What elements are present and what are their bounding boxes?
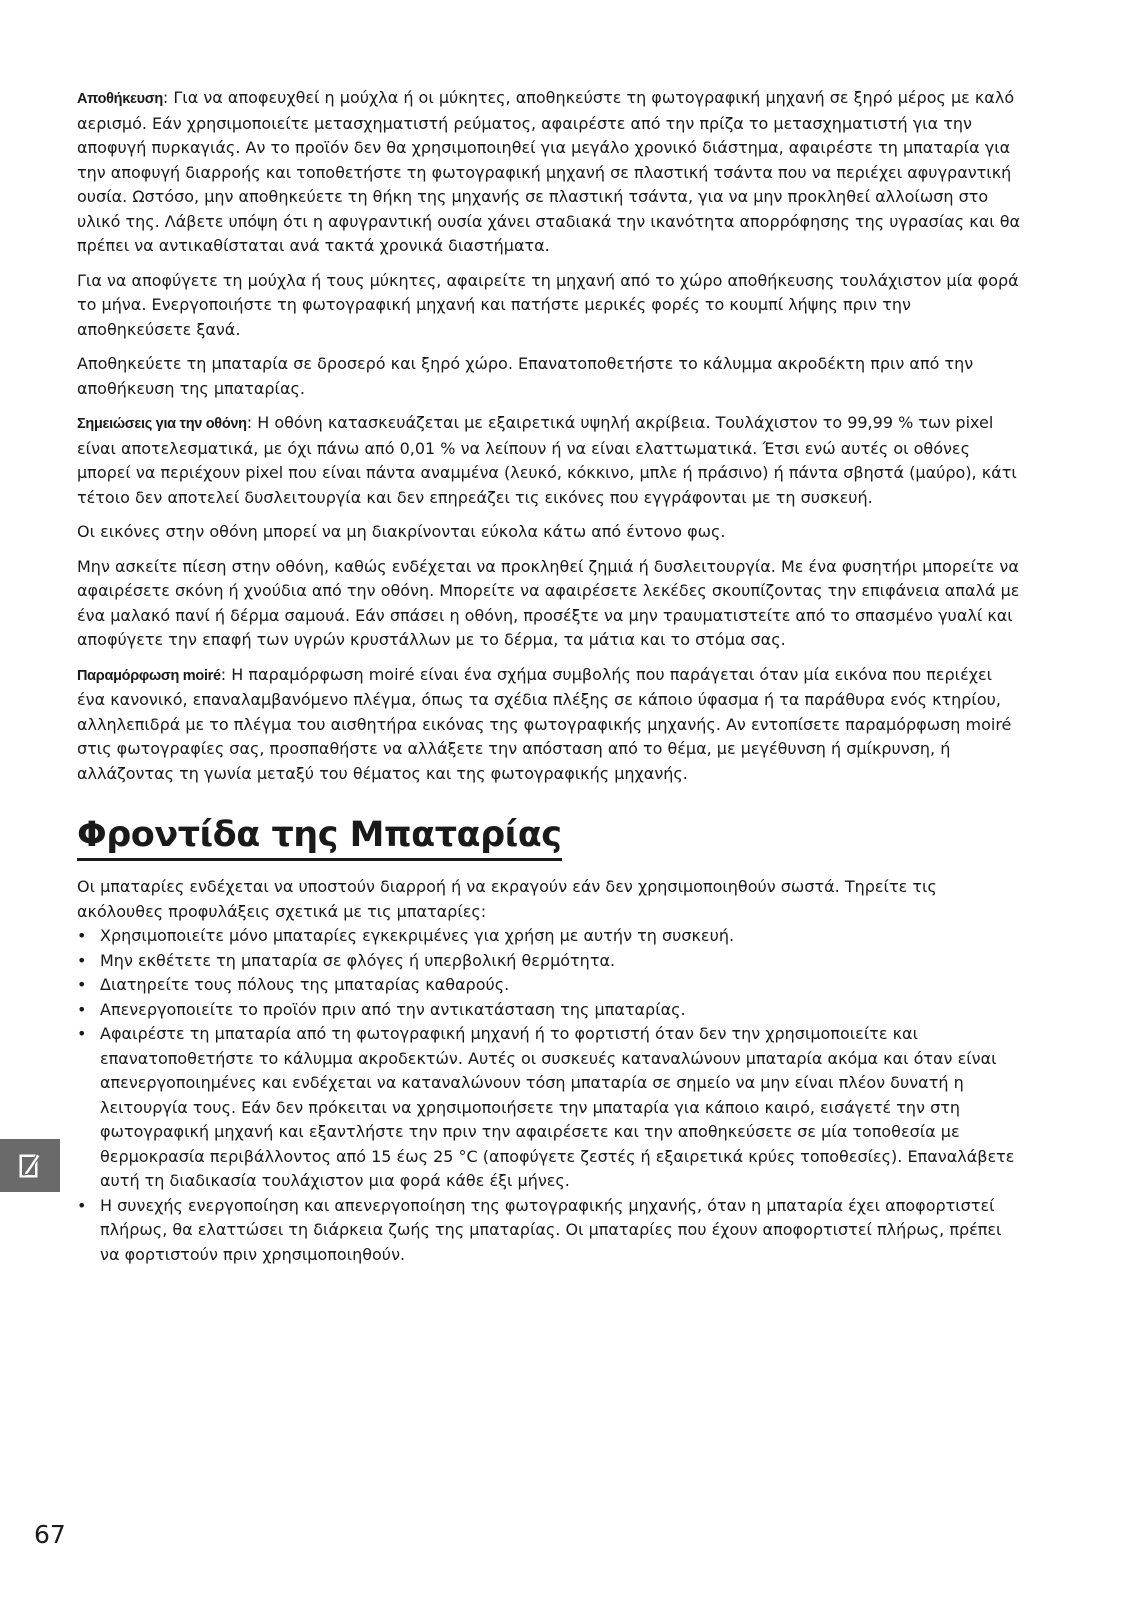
list-item-text: Μην εκθέτετε τη μπαταρία σε φλόγες ή υπερβολική θερμότητα. [100, 950, 616, 970]
monitor-text-1: Η οθόνη κατασκευάζεται με εξαιρετικά υψηλή ακρίβεια. Τουλάχιστον το 99,99 % των pixel είναι αποτελεσματικά, με όχι πάνω από 0,01 % να λείπουν ή να είναι ελαττωματικά. Έτσι ενώ αυτές οι οθόνες μπορεί να περιέχουν pixel που είναι πάντα αναμμένα (λευκό, κόκκινο, μπλε ή πράσινο) ή πάντα σβηστά (μαύρο), κάτι τέτοιο δεν αποτελεί δυσλειτουργία και δεν επηρεάζει τις εικόνες που εγγράφονται με τη συσκευή. [77, 413, 1017, 507]
storage-paragraph-3: Αποθηκεύετε τη μπαταρία σε δροσερό και ξηρό χώρο. Επανατοποθετήστε το κάλυμμα ακροδέκτη πριν από την αποθήκευση της μπαταρίας. [77, 354, 974, 398]
list-item-text: Απενεργοποιείτε το προϊόν πριν από την αντικατάσταση της μπαταρίας. [100, 999, 686, 1019]
moire-term: Παραμόρφωση moiré [77, 667, 221, 684]
list-item [77, 924, 1023, 949]
monitor-paragraph-3: Μην ασκείτε πίεση στην οθόνη, καθώς ενδέχεται να προκληθεί ζημιά ή δυσλειτουργία. Με ένα φυσητήρι μπορείτε να αφαιρέσετε σκόνη ή χνούδια από την οθόνη. Μπορείτε να αφαιρέσετε λεκέδες σκουπίζοντας την επιφάνεια απαλά με ένα μαλακό πανί ή δέρμα σαμουά. Εάν σπάσει η οθόνη, προσέξτε να μην τραυματιστείτε από το σπασμένο γυαλί και αποφύγετε την επαφή των υγρών κρυστάλλων με το δέρμα, τα μάτια και το στόμα σας. [77, 556, 1020, 649]
battery-care-heading: Φροντίδα της Μπαταρίας [77, 814, 562, 861]
list-item [77, 949, 1023, 974]
storage-paragraph-2: Για να αποφύγετε τη μούχλα ή τους μύκητες, αφαιρείτε τη μηχανή από το χώρο αποθήκευσης τουλάχιστον μία φορά το μήνα. Ενεργοποιήστε τη φωτογραφική μηχανή και πατήστε μερικές φορές το κουμπί λήψης πριν την αποθηκεύσετε ξανά. [77, 270, 1019, 339]
storage-term: Αποθήκευση [77, 91, 163, 107]
page-number: 67 [34, 1520, 66, 1549]
bullet-icon: • [77, 975, 87, 994]
list-item-text: Διατηρείτε τους πόλους της μπαταρίας καθαρούς. [100, 975, 510, 994]
bullet-icon: • [77, 1024, 87, 1043]
bullet-icon: • [77, 1195, 87, 1215]
list-item [77, 1022, 1023, 1194]
bullet-icon: • [77, 950, 87, 970]
monitor-term: Σημειώσεις για την οθόνη [77, 416, 247, 432]
list-item [77, 1194, 1023, 1268]
moire-paragraph-1: Παραμόρφωση moiré: Η παραμόρφωση moiré είναι ένα σχήμα συμβολής που παράγεται όταν μία εικόνα που περιέχει ένα κανονικό, επαναλαμβανόμενο πλέγμα, όπως τα σχέδια πλέξης σε κάποιο ύφασμα ή τα παράθυρα ενός κτηρίου, αλληλεπιδρά με το πλέγμα του αισθητήρα εικόνας της φωτογραφικής μηχανής. Αν εντοπίσετε παραμόρφωση moiré στις φωτογραφίες σας, προσπαθήστε να αλλάξετε την απόσταση από το θέμα, με μεγέθυνση ή σμίκρυνση, ή αλλάζοντας τη γωνία μεταξύ του θέματος και της φωτογραφικής μηχανής. [77, 664, 1012, 783]
bullet-icon: • [77, 926, 87, 945]
page-content [77, 86, 1023, 1267]
battery-precautions-list [77, 924, 1023, 1267]
chapter-side-tab [0, 1139, 60, 1192]
storage-text-1: Για να αποφευχθεί η μούχλα ή οι μύκητες, αποθηκεύστε τη φωτογραφική μηχανή σε ξηρό μέρος με καλό αερισμό. Εάν χρησιμοποιείτε μετασχηματιστή ρεύματος, αφαιρέστε από την πρίζα το μετασχηματιστή για την αποφυγή πυρκαγιάς. Αν το προϊόν δεν θα χρησιμοποιηθεί για μεγάλο χρονικό διάστημα, αφαιρέστε τη μπαταρία για την αποφυγή διαρροής και τοποθετήστε τη φωτογραφική μηχανή σε πλαστική τσάντα που να περιέχει αφυγραντική ουσία. Ωστόσο, μην αποθηκεύετε τη θήκη της μηχανής σε πλαστική τσάντα, για να μην προκληθεί αλλοίωση στο υλικό της. Λάβετε υπόψη ότι η αφυγραντική ουσία χάνει σταδιακά την ικανότητα απορρόφησης της υγρασίας και θα πρέπει να αντικαθίσταται ανά τακτά χρονικά διαστήματα. [77, 88, 1021, 255]
bullet-icon: • [77, 999, 87, 1019]
monitor-paragraph-1: Σημειώσεις για την οθόνη: Η οθόνη κατασκευάζεται με εξαιρετικά υψηλή ακρίβεια. Τουλάχιστον το 99,99 % των pixel είναι αποτελεσματικά, με όχι πάνω από 0,01 % να λείπουν ή να είναι ελαττωματικά. Έτσι ενώ αυτές οι οθόνες μπορεί να περιέχουν pixel που είναι πάντα αναμμένα (λευκό, κόκκινο, μπλε ή πράσινο) ή πάντα σβηστά (μαύρο), κάτι τέτοιο δεν αποτελεί δυσλειτουργία και δεν επηρεάζει τις εικόνες που εγγράφονται με τη συσκευή. [77, 413, 1017, 507]
moire-text-1: Η παραμόρφωση moiré είναι ένα σχήμα συμβολής που παράγεται όταν μία εικόνα που περιέχει ένα κανονικό, επαναλαμβανόμενο πλέγμα, όπως τα σχέδια πλέξης σε κάποιο ύφασμα ή τα παράθυρα ενός κτηρίου, αλληλεπιδρά με το πλέγμα του αισθητήρα εικόνας της φωτογραφικής μηχανής. Αν εντοπίσετε παραμόρφωση moiré στις φωτογραφίες σας, προσπαθήστε να αλλάξετε την απόσταση από το θέμα, με μεγέθυνση ή σμίκρυνση, ή αλλάζοντας τη γωνία μεταξύ του θέματος και της φωτογραφικής μηχανής. [77, 664, 1012, 783]
list-item-text: Χρησιμοποιείτε μόνο μπαταρίες εγκεκριμένες για χρήση με αυτήν τη συσκευή. [100, 926, 735, 945]
list-item [77, 973, 1023, 998]
list-item [77, 998, 1023, 1023]
list-item-text: Η συνεχής ενεργοποίηση και απενεργοποίηση της φωτογραφικής μηχανής, όταν η μπαταρία έχει αποφορτιστεί πλήρως, θα ελαττώσει τη διάρκεια ζωής της μπαταρίας. Οι μπαταρίες που έχουν αποφορτιστεί πλήρως, πρέπει να φορτιστούν πριν χρησιμοποιηθούν. [100, 1195, 1002, 1264]
storage-paragraph-1: Αποθήκευση: Για να αποφευχθεί η μούχλα ή οι μύκητες, αποθηκεύστε τη φωτογραφική μηχανή σε ξηρό μέρος με καλό αερισμό. Εάν χρησιμοποιείτε μετασχηματιστή ρεύματος, αφαιρέστε από την πρίζα το μετασχηματιστή για την αποφυγή πυρκαγιάς. Αν το προϊόν δεν θα χρησιμοποιηθεί για μεγάλο χρονικό διάστημα, αφαιρέστε τη μπαταρία για την αποφυγή διαρροής και τοποθετήστε τη φωτογραφική μηχανή σε πλαστική τσάντα που να περιέχει αφυγραντική ουσία. Ωστόσο, μην αποθηκεύετε τη θήκη της μηχανής σε πλαστική τσάντα, για να μην προκληθεί αλλοίωση στο υλικό της. Λάβετε υπόψη ότι η αφυγραντική ουσία χάνει σταδιακά την ικανότητα απορρόφησης της υγρασίας και θα πρέπει να αντικαθίσταται ανά τακτά χρονικά διαστήματα. [77, 88, 1021, 255]
battery-intro: Οι μπαταρίες ενδέχεται να υποστούν διαρροή ή να εκραγούν εάν δεν χρησιμοποιηθούν σωστά. Τηρείτε τις ακόλουθες προφυλάξεις σχετικά με τις μπαταρίες: [77, 877, 937, 921]
notes-pen-icon [18, 1151, 42, 1179]
monitor-paragraph-2: Οι εικόνες στην οθόνη μπορεί να μη διακρίνονται εύκολα κάτω από έντονο φως. [77, 522, 726, 541]
list-item-text: Αφαιρέστε τη μπαταρία από τη φωτογραφική μηχανή ή το φορτιστή όταν δεν την χρησιμοποιείτε και επανατοποθετήστε το κάλυμμα ακροδεκτών. Αυτές οι συσκευές καταναλώνουν μπαταρία ακόμα και όταν είναι απενεργοποιημένες και ενδέχεται να καταναλώνουν τόση μπαταρία σε σημείο να μην είναι πλέον δυνατή η λειτουργία τους. Εάν δεν πρόκειται να χρησιμοποιήσετε την μπαταρία για κάποιο καιρό, εισάγετέ την στη φωτογραφική μηχανή και εξαντλήστε την πριν την αφαιρέσετε και την αποθηκεύσετε σε μία τοποθεσία με θερμοκρασία περιβάλλοντος από 15 έως 25 °C (αποφύγετε ζεστές ή εξαιρετικά κρύες τοποθεσίες). Επαναλάβετε αυτή τη διαδικασία τουλάχιστον μια φορά κάθε έξι μήνες. [100, 1024, 1015, 1190]
